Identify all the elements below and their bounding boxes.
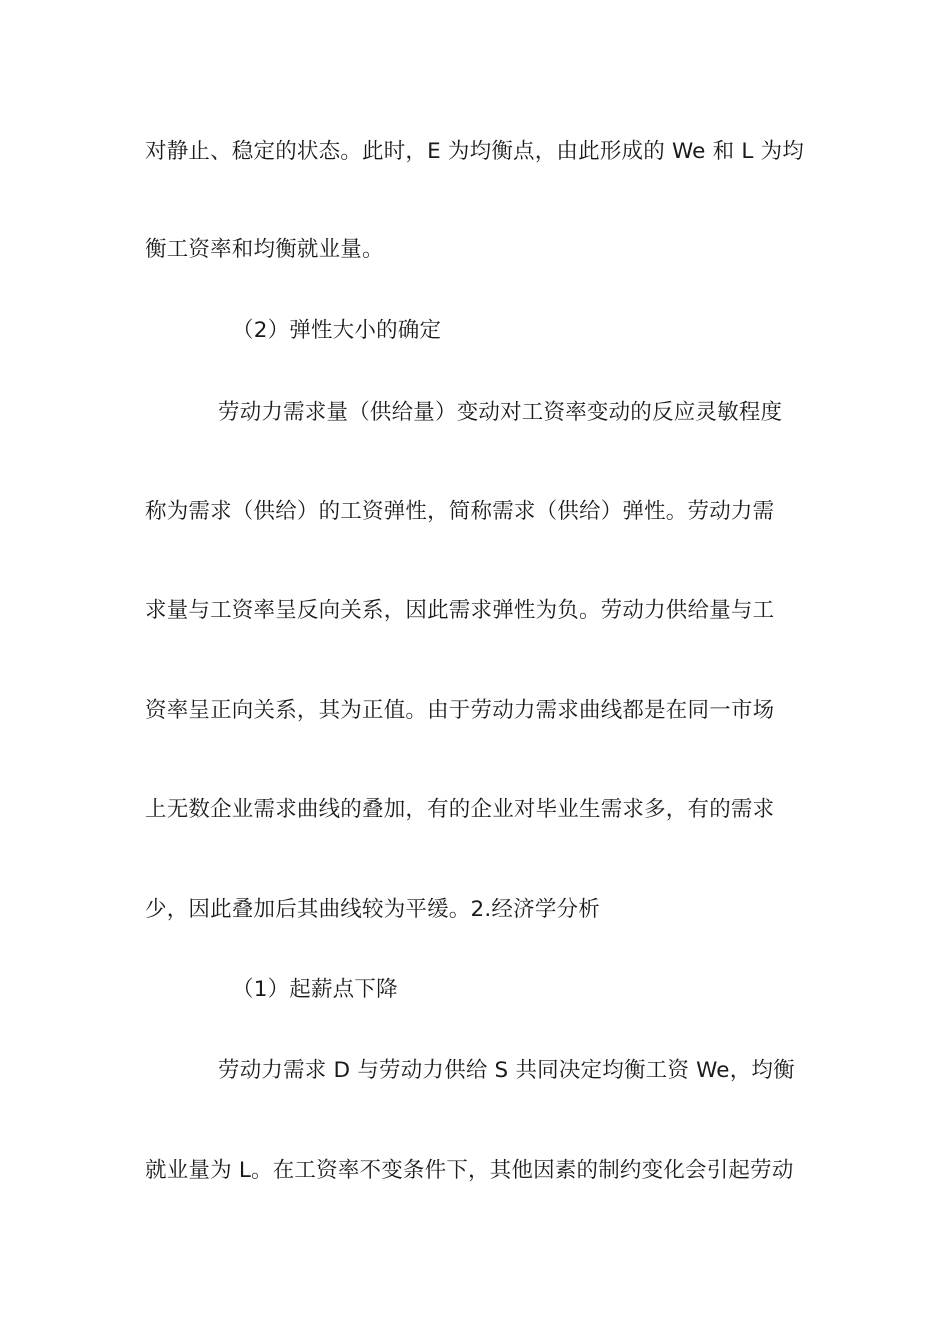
paragraph-line: 衡工资率和均衡就业量。 xyxy=(145,237,384,262)
paragraph-line: 劳动力需求量（供给量）变动对工资率变动的反应灵敏程度 xyxy=(218,400,783,425)
paragraph-line: 称为需求（供给）的工资弹性，简称需求（供给）弹性。劳动力需 xyxy=(145,499,775,524)
paragraph-line: 求量与工资率呈反向关系，因此需求弹性为负。劳动力供给量与工 xyxy=(145,598,775,623)
paragraph-line: 资率呈正向关系，其为正值。由于劳动力需求曲线都是在同一市场 xyxy=(145,698,775,723)
section-heading-elasticity: （2）弹性大小的确定 xyxy=(232,318,442,343)
section-heading-starting-salary: （1）起薪点下降 xyxy=(232,977,398,1002)
paragraph-line: 劳动力需求 D 与劳动力供给 S 共同决定均衡工资 We，均衡 xyxy=(218,1058,795,1083)
paragraph-line: 少，因此叠加后其曲线较为平缓。2.经济学分析 xyxy=(145,897,600,922)
paragraph-line: 对静止、稳定的状态。此时，E 为均衡点，由此形成的 We 和 L 为均 xyxy=(145,139,804,164)
paragraph-line: 就业量为 L。在工资率不变条件下，其他因素的制约变化会引起劳动 xyxy=(145,1158,794,1183)
paragraph-line: 上无数企业需求曲线的叠加，有的企业对毕业生需求多，有的需求 xyxy=(145,797,775,822)
